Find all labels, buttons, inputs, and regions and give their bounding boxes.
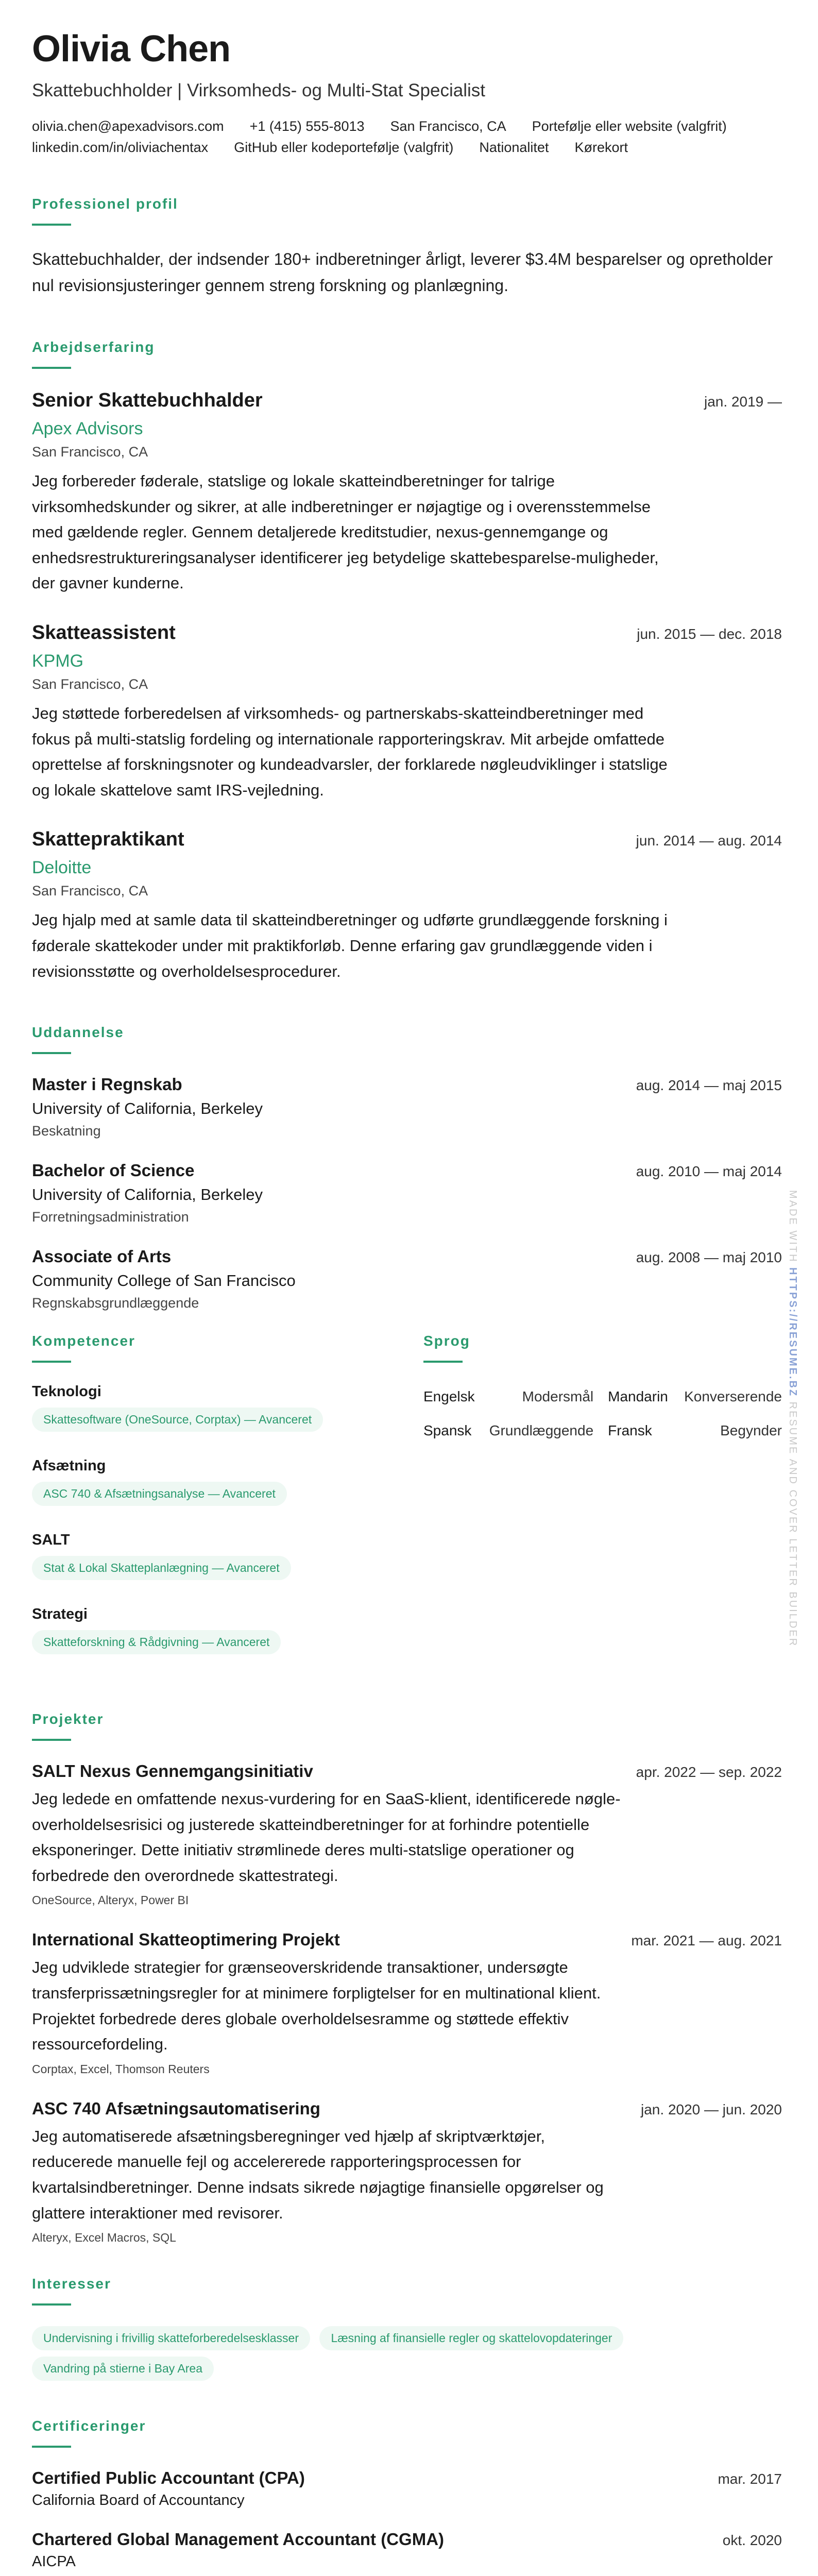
- education-school: University of California, Berkeley: [32, 1185, 263, 1204]
- project-entry: [32, 2099, 782, 2245]
- skill-category: Strategi: [32, 1606, 88, 1623]
- skill-group: [32, 1532, 362, 1586]
- project-entry: [32, 1761, 782, 1907]
- watermark-prefix: MADE WITH: [787, 1190, 798, 1267]
- section-title: Uddannelse: [32, 1024, 124, 1041]
- education-entry: [32, 1075, 782, 1139]
- language-level: Grundlæggende: [489, 1422, 594, 1439]
- interests-section: [32, 2276, 782, 2387]
- job-date: jan. 2019 —: [704, 393, 782, 410]
- job-date: jun. 2015 — dec. 2018: [637, 625, 782, 642]
- skill-tag: Stat & Lokal Skatteplanlægning — Avanceret: [32, 1556, 291, 1580]
- language-name: Mandarin: [608, 1388, 668, 1405]
- section-title: Projekter: [32, 1711, 104, 1727]
- job-title: Skatteassistent: [32, 621, 176, 643]
- job-entry: [32, 828, 782, 984]
- interest-tag: Undervisning i frivillig skatteforberedelsesklasser: [32, 2326, 310, 2350]
- language-row: [423, 1383, 782, 1417]
- section-title: Certificeringer: [32, 2418, 146, 2434]
- certification-name: Certified Public Accountant (CPA): [32, 2468, 305, 2488]
- project-tools: Corptax, Excel, Thomson Reuters: [32, 2062, 210, 2076]
- job-title: Skattepraktikant: [32, 828, 184, 851]
- project-date: jan. 2020 — jun. 2020: [641, 2101, 782, 2117]
- project-description: Jeg ledede en omfattende nexus-vurdering for en SaaS-klient, identificerede nøgle-overholdelsesrisici og justerede skatteindberetninger for at forhindre potentielle eksponeringer. Dette initiativ strømlinede deres multi-statslige operationer og forbedrede den overordnede skattestrategi.: [32, 1790, 621, 1885]
- certification-entry: [32, 2468, 782, 2509]
- job-title: Senior Skattebuchhalder: [32, 389, 263, 411]
- skill-tag: ASC 740 & Afsætningsanalyse — Avanceret: [32, 1482, 287, 1506]
- project-entry: [32, 1930, 782, 2076]
- contact-phone[interactable]: +1 (415) 555-8013: [249, 118, 365, 134]
- skill-group: [32, 1606, 362, 1660]
- education-entry: [32, 1247, 782, 1311]
- education-field: Beskatning: [32, 1123, 101, 1139]
- section-title: Professionel profil: [32, 195, 178, 212]
- certifications-section: [32, 2418, 782, 2570]
- skill-group: [32, 1383, 362, 1438]
- certification-issuer: California Board of Accountancy: [32, 2492, 245, 2509]
- language-name: Engelsk: [423, 1388, 475, 1405]
- skill-category: SALT: [32, 1532, 70, 1549]
- experience-section: [32, 339, 782, 984]
- job-location: San Francisco, CA: [32, 676, 148, 692]
- section-divider: [32, 224, 71, 226]
- section-divider: [32, 1739, 71, 1741]
- language-level: Modersmål: [522, 1388, 594, 1405]
- project-title: International Skatteoptimering Projekt: [32, 1930, 340, 1950]
- language-name: Spansk: [423, 1422, 472, 1439]
- project-date: mar. 2021 — aug. 2021: [631, 1933, 782, 1949]
- certification-date: okt. 2020: [722, 2532, 782, 2549]
- project-description: Jeg automatiserede afsætningsberegninger ved hjælp af skriptværktøjer, reducerede manuelle fejl og accelererede rapporteringsprocessen for kvartalsindberetninger. Denne indsats sikrede nøjagtige finansielle opgørelser og glattere interaktioner med revisorer.: [32, 2127, 604, 2222]
- contact-list: [32, 118, 782, 156]
- section-title: Arbejdserfaring: [32, 338, 155, 355]
- projects-section: [32, 1711, 782, 2245]
- section-divider: [32, 2303, 71, 2306]
- job-description: Jeg forbereder føderale, statslige og lokale skatteindberetninger for talrige virksomhedskunder og sikrer, at alle indberetninger er nøjagtige og i overensstemmelse med gældende regler. Gennem detaljerede kreditstudier, nexus-gennemgange og enhedsrestruktureringsanalyser identificerer jeg betydelige skattebesparelse-muligheder, der gavner kunderne.: [32, 471, 659, 592]
- candidate-name: Olivia Chen: [32, 28, 231, 70]
- section-divider: [423, 1361, 463, 1363]
- skills-languages-row: [32, 1333, 782, 1680]
- project-title: SALT Nexus Gennemgangsinitiativ: [32, 1761, 313, 1781]
- languages-table: [423, 1383, 782, 1451]
- job-company: Deloitte: [32, 858, 92, 878]
- education-school: University of California, Berkeley: [32, 1099, 263, 1118]
- education-date: aug. 2010 — maj 2014: [636, 1163, 782, 1180]
- project-date: apr. 2022 — sep. 2022: [636, 1764, 782, 1781]
- candidate-subtitle: Skattebuchholder | Virksomheds- og Multi-Stat Specialist: [32, 80, 485, 100]
- watermark-suffix: RESUME AND COVER LETTER BUILDER: [787, 1397, 798, 1648]
- contact-github[interactable]: GitHub eller kodeportefølje (valgfrit): [234, 139, 454, 155]
- skills-section: [32, 1333, 362, 1680]
- language-level: Begynder: [720, 1422, 782, 1439]
- certification-entry: [32, 2530, 782, 2570]
- certification-name: Chartered Global Management Accountant (CGMA): [32, 2530, 445, 2549]
- interests-list: [32, 2326, 782, 2387]
- education-school: Community College of San Francisco: [32, 1272, 296, 1290]
- education-degree: Associate of Arts: [32, 1247, 172, 1266]
- language-name: Fransk: [608, 1422, 652, 1439]
- education-field: Regnskabsgrundlæggende: [32, 1295, 199, 1311]
- education-degree: Bachelor of Science: [32, 1161, 195, 1180]
- watermark-link[interactable]: HTTPS://RESUME.BZ: [787, 1267, 798, 1398]
- section-divider: [32, 2446, 71, 2448]
- contact-location: San Francisco, CA: [390, 118, 506, 134]
- skill-group: [32, 1458, 362, 1512]
- section-divider: [32, 367, 71, 369]
- certification-date: mar. 2017: [718, 2471, 782, 2487]
- job-entry: [32, 389, 782, 596]
- interest-tag: Læsning af finansielle regler og skattelovopdateringer: [319, 2326, 623, 2350]
- job-description: Jeg støttede forberedelsen af virksomheds- og partnerskabs-skatteindberetninger med fokus på multi-statslig fordeling og internationale rapporteringskrav. Mit arbejde omfattede oprettelse af forskningsnoter og kundeadvarsler, der forklarede nøgleudviklinger i statslige og lokale skattelove samt IRS-vejledning.: [32, 704, 668, 799]
- education-field: Forretningsadministration: [32, 1209, 189, 1225]
- job-date: jun. 2014 — aug. 2014: [636, 833, 782, 849]
- language-level: Konverserende: [684, 1388, 782, 1405]
- project-tools: Alteryx, Excel Macros, SQL: [32, 2231, 176, 2245]
- education-degree: Master i Regnskab: [32, 1075, 182, 1094]
- contact-nationality: Nationalitet: [479, 139, 549, 155]
- project-description: Jeg udviklede strategier for grænseoverskridende transaktioner, undersøgte transferprissætningsregler for at minimere forpligtelser for en multinational klient. Projektet forbedrede deres globale overholdelsesramme og støttede effektiv ressourcefordeling.: [32, 1958, 601, 2054]
- section-title: Sprog: [423, 1333, 470, 1349]
- section-divider: [32, 1361, 71, 1363]
- job-location: San Francisco, CA: [32, 444, 148, 460]
- contact-license: Kørekort: [574, 139, 628, 155]
- job-location: San Francisco, CA: [32, 883, 148, 899]
- job-entry: [32, 622, 782, 803]
- section-title: Kompetencer: [32, 1333, 135, 1349]
- profile-section: [32, 196, 782, 299]
- education-section: [32, 1024, 782, 1311]
- interest-tag: Vandring på stierne i Bay Area: [32, 2357, 214, 2381]
- section-title: Interesser: [32, 2276, 111, 2292]
- contact-email[interactable]: olivia.chen@apexadvisors.com: [32, 118, 224, 134]
- job-company: KPMG: [32, 651, 84, 671]
- profile-summary: Skattebuchhalder, der indsender 180+ indberetninger årligt, leverer $3.4M besparelser og opretholder nul revisionsjusteringer gennem streng forskning og planlægning.: [32, 249, 773, 295]
- project-tools: OneSource, Alteryx, Power BI: [32, 1893, 189, 1907]
- skill-tag: Skatteforskning & Rådgivning — Avanceret: [32, 1630, 281, 1654]
- project-title: ASC 740 Afsætningsautomatisering: [32, 2098, 320, 2118]
- skill-tag: Skattesoftware (OneSource, Corptax) — Avanceret: [32, 1408, 323, 1432]
- resume-page: [32, 30, 782, 2576]
- job-company: Apex Advisors: [32, 418, 143, 438]
- contact-linkedin[interactable]: linkedin.com/in/oliviachentax: [32, 139, 209, 155]
- contact-portfolio[interactable]: Portefølje eller website (valgfrit): [532, 118, 727, 134]
- skill-category: Teknologi: [32, 1383, 101, 1400]
- language-row: [423, 1417, 782, 1451]
- builder-watermark: [787, 1190, 798, 1647]
- section-divider: [32, 1052, 71, 1054]
- certification-issuer: AICPA: [32, 2553, 76, 2570]
- education-entry: [32, 1161, 782, 1225]
- education-date: aug. 2008 — maj 2010: [636, 1249, 782, 1266]
- languages-section: [423, 1333, 782, 1680]
- job-description: Jeg hjalp med at samle data til skatteindberetninger og udførte grundlæggende forskning i føderale skattekoder under mit praktikforløb. Denne erfaring gav grundlæggende viden i revisionsstøtte og overholdelsesprocedurer.: [32, 911, 668, 980]
- education-date: aug. 2014 — maj 2015: [636, 1077, 782, 1094]
- skill-category: Afsætning: [32, 1458, 106, 1475]
